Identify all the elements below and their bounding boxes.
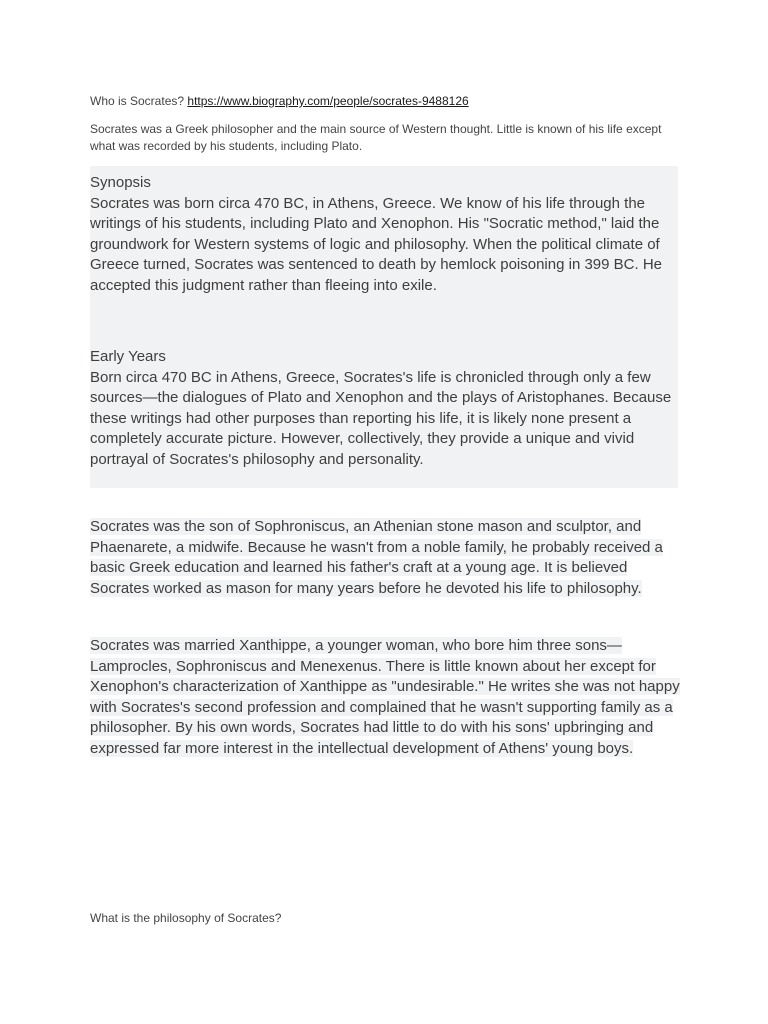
synopsis-section <box>90 173 680 296</box>
synopsis-body: Socrates was born circa 470 BC, in Athens, Greece. We know of his life through the writings of his students, including Plato and Xenophon. His "Socratic method," laid the groundwork for Western systems of logic and philosophy. When the political climate of Greece turned, Socrates was sentenced to death by hemlock poisoning in 399 BC. He accepted this judgment rather than fleeing into exile. <box>90 194 662 294</box>
son-paragraph <box>90 517 680 599</box>
intro-paragraph: Socrates was a Greek philosopher and the main source of Western thought. Little is known of his life except what was recorded by his students, including Plato. <box>90 122 662 153</box>
source-link[interactable]: https://www.biography.com/people/socrates-9488126 <box>187 94 469 108</box>
early-years-heading: Early Years <box>90 348 166 365</box>
question-philosophy: What is the philosophy of Socrates? <box>90 911 282 925</box>
married-paragraph-text: Socrates was married Xanthippe, a younger woman, who bore him three sons—Lamprocles, Sophroniscus and Menexenus. There is little known about her except for Xenophon's characterization of Xanthippe as "undesirable." He writes she was not happy with Socrates's second profession and complained that he wasn't supporting family as a philosopher. By his own words, Socrates had little to do with his sons' upbringing and expressed far more interest in the intellectual development of Athens' young boys. <box>90 637 680 757</box>
question-who-is-socrates <box>90 93 680 110</box>
son-paragraph-text: Socrates was the son of Sophroniscus, an Athenian stone mason and sculptor, and Phaenarete, a midwife. Because he wasn't from a noble family, he probably received a basic Greek education and learned his father's craft at a young age. It is believed Socrates worked as mason for many years before he devoted his life to philosophy. <box>90 518 663 597</box>
question-label: Who is Socrates? <box>90 94 185 108</box>
early-years-body: Born circa 470 BC in Athens, Greece, Socrates's life is chronicled through only a few sources—the dialogues of Plato and Xenophon and the plays of Aristophanes. Because these writings had other purposes than reporting his life, it is likely none present a completely accurate picture. However, collectively, they provide a unique and vivid portrayal of Socrates's philosophy and personality. <box>90 368 672 468</box>
synopsis-heading: Synopsis <box>90 174 151 191</box>
married-paragraph <box>90 636 680 759</box>
early-years-section <box>90 347 680 470</box>
